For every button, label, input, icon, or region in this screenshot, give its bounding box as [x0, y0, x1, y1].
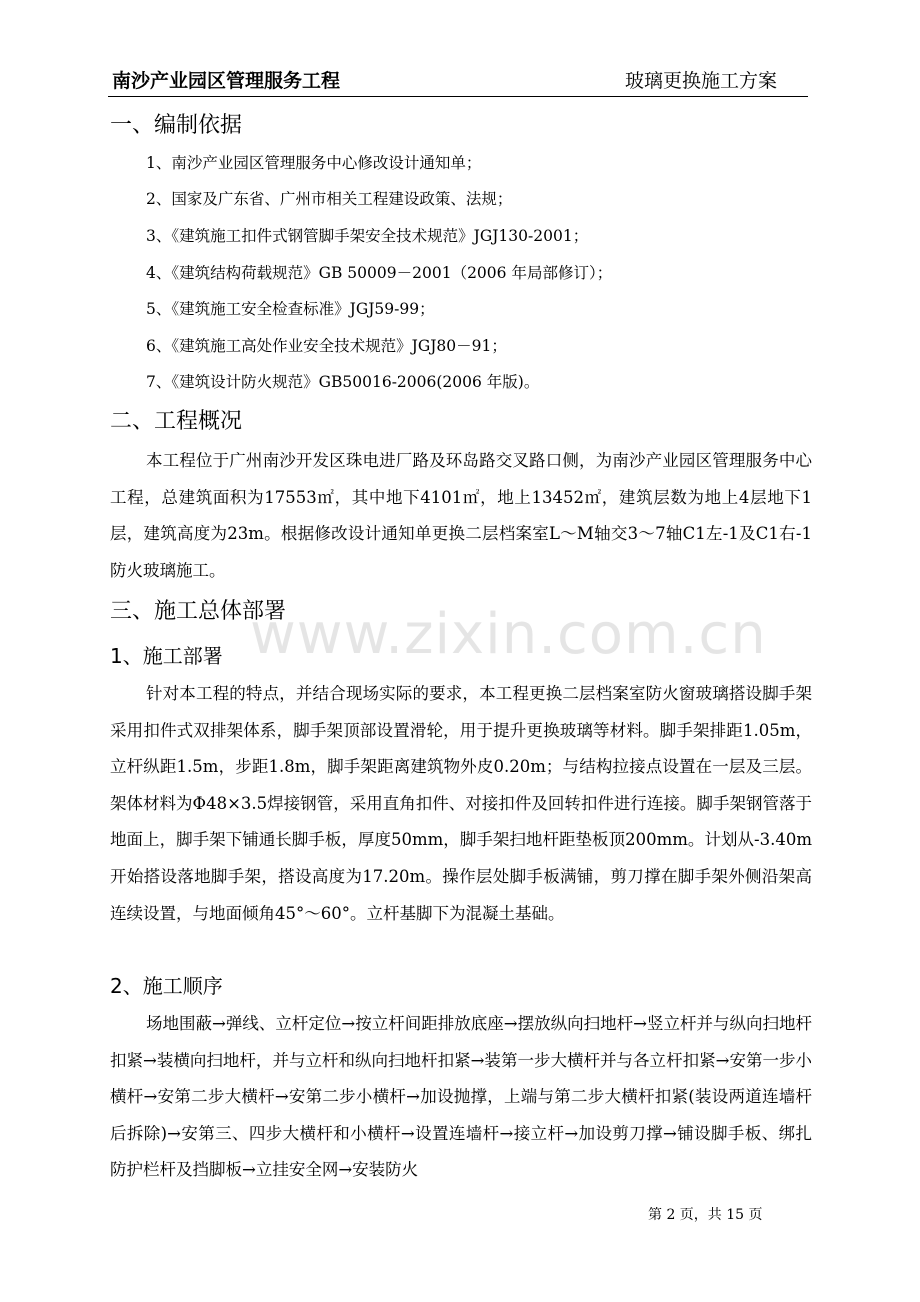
basis-item: 6、《建筑施工高处作业安全技术规范》JGJ80－91；	[146, 337, 507, 355]
section-1-heading: 一、编制依据	[110, 113, 243, 138]
subsection-sequence-heading: 2、施工顺序	[110, 974, 223, 998]
header-document-title: 玻璃更换施工方案	[625, 70, 778, 92]
basis-item: 4、《建筑结构荷载规范》GB 50009－2001（2006 年局部修订）；	[146, 264, 613, 282]
section-2-heading: 二、工程概况	[110, 409, 243, 434]
sequence-paragraph: 场地围蔽→弹线、立杆定位→按立杆间距排放底座→摆放纵向扫地杆→竖立杆并与纵向扫地杆扣紧→装横向扫地杆，并与立杆和纵向扫地杆扣紧→装第一步大横杆并与各立杆扣紧→安第一步小横杆→安第二步大横杆→安第二步小横杆→加设抛撑，上端与第二步大横杆扣紧(装设两道连墙杆后拆除)→安第三、四步大横杆和小横杆→设置连墙杆→接立杆→加设剪刀撑→铺设脚手板、绑扎防护栏杆及挡脚板→立挂安全网→安装防火	[110, 1014, 812, 1180]
basis-item: 3、《建筑施工扣件式钢管脚手架安全技术规范》JGJ130-2001；	[146, 227, 589, 245]
basis-item: 7、《建筑设计防火规范》GB50016-2006(2006 年版)。	[146, 373, 540, 391]
subsection-deployment-heading: 1、施工部署	[110, 644, 223, 668]
header-project-name: 南沙产业园区管理服务工程	[112, 70, 341, 92]
project-overview-paragraph: 本工程位于广州南沙开发区珠电进厂路及环岛路交叉路口侧，为南沙产业园区管理服务中心工程，总建筑面积为17553㎡，其中地下4101㎡，地上13452㎡，建筑层数为地上4层地下1层，建筑高度为23m。根据修改设计通知单更换二层档案室L～M轴交3～7轴C1左-1及C1右-1防火玻璃施工。	[110, 451, 812, 580]
basis-item: 1、南沙产业园区管理服务中心修改设计通知单；	[146, 154, 482, 172]
deployment-paragraph: 针对本工程的特点，并结合现场实际的要求，本工程更换二层档案室防火窗玻璃搭设脚手架采用扣件式双排架体系，脚手架顶部设置滑轮，用于提升更换玻璃等材料。脚手架排距1.05m，立杆纵距1.5m，步距1.8m，脚手架距离建筑物外皮0.20m；与结构拉接点设置在一层及三层。架体材料为Φ48×3.5焊接钢管，采用直角扣件、对接扣件及回转扣件进行连接。脚手架钢管落于地面上，脚手架下铺通长脚手板，厚度50mm，脚手架扫地杆距垫板顶200mm。计划从-3.40m开始搭设落地脚手架，搭设高度为17.20m。操作层处脚手板满铺，剪刀撑在脚手架外侧沿架高连续设置，与地面倾角45°～60°。立杆基脚下为混凝土基础。	[110, 684, 812, 923]
header-rule	[108, 96, 808, 97]
section-3-heading: 三、施工总体部署	[110, 599, 287, 624]
basis-item: 2、国家及广东省、广州市相关工程建设政策、法规；	[146, 190, 513, 208]
basis-item: 5、《建筑施工安全检查标准》JGJ59-99；	[146, 300, 435, 318]
watermark: www.zixin.com.cn	[250, 602, 767, 667]
page-footer: 第 2 页，共 15 页	[648, 1207, 763, 1223]
